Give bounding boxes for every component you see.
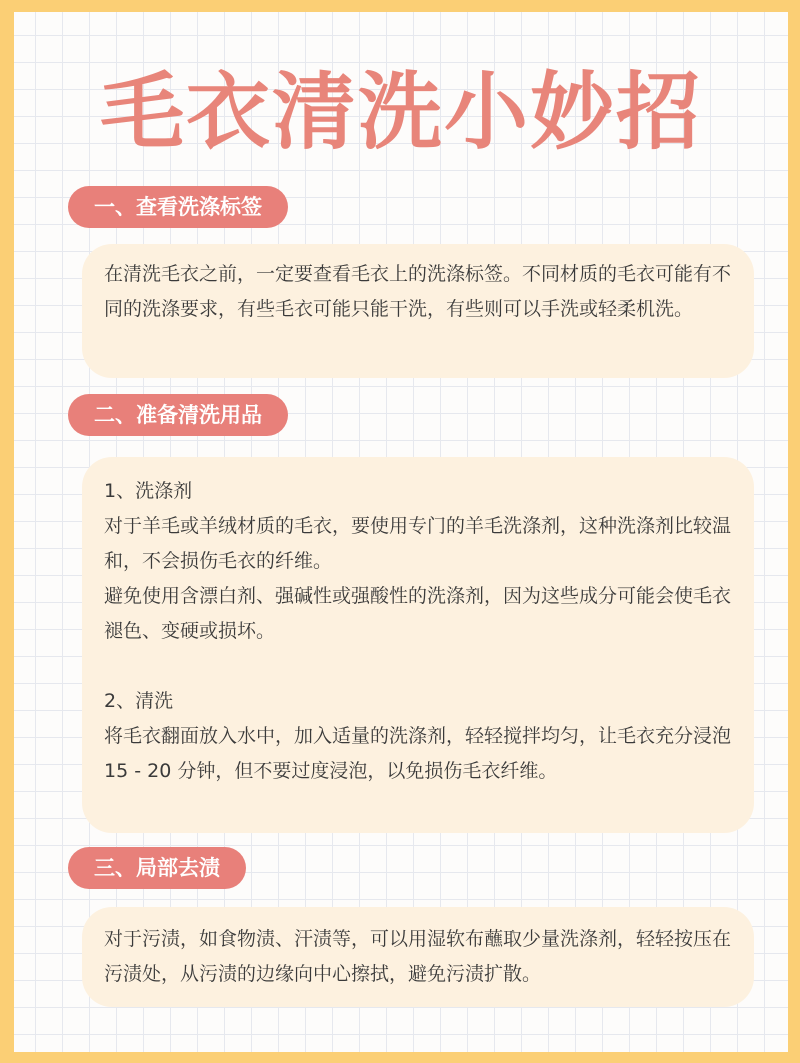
poster-page <box>14 12 788 1052</box>
section-heading-prepare-supplies: 二、准备清洗用品 <box>68 394 288 436</box>
section-paragraph: 在清洗毛衣之前，一定要查看毛衣上的洗涤标签。不同材质的毛衣可能有不同的洗涤要求，有些毛衣可能只能干洗，有些则可以手洗或轻柔机洗。 <box>104 263 732 320</box>
section-card-check-label <box>82 244 754 378</box>
detergent-text-1: 对于羊毛或羊绒材质的毛衣，要使用专门的羊毛洗涤剂，这种洗涤剂比较温和，不会损伤毛衣的纤维。 <box>104 515 732 572</box>
paragraph-gap <box>104 649 732 684</box>
section-paragraph: 对于污渍，如食物渍、汗渍等，可以用湿软布蘸取少量洗涤剂，轻轻按压在污渍处，从污渍的边缘向中心擦拭，避免污渍扩散。 <box>104 928 732 985</box>
detergent-title: 1、洗涤剂 <box>104 480 193 502</box>
section-heading-check-label: 一、查看洗涤标签 <box>68 186 288 228</box>
section-card-prepare-supplies <box>82 457 754 833</box>
page-title: 毛衣清洗小妙招 <box>99 63 702 161</box>
section-card-spot-clean <box>82 907 754 1007</box>
detergent-text-2: 避免使用含漂白剂、强碱性或强酸性的洗涤剂，因为这些成分可能会使毛衣褪色、变硬或损坏。 <box>104 585 732 642</box>
wash-title: 2、清洗 <box>104 690 174 712</box>
section-heading-spot-clean: 三、局部去渍 <box>68 847 246 889</box>
wash-text: 将毛衣翻面放入水中，加入适量的洗涤剂，轻轻搅拌均匀，让毛衣充分浸泡 15 - 20 分钟，但不要过度浸泡，以免损伤毛衣纤维。 <box>104 725 732 782</box>
